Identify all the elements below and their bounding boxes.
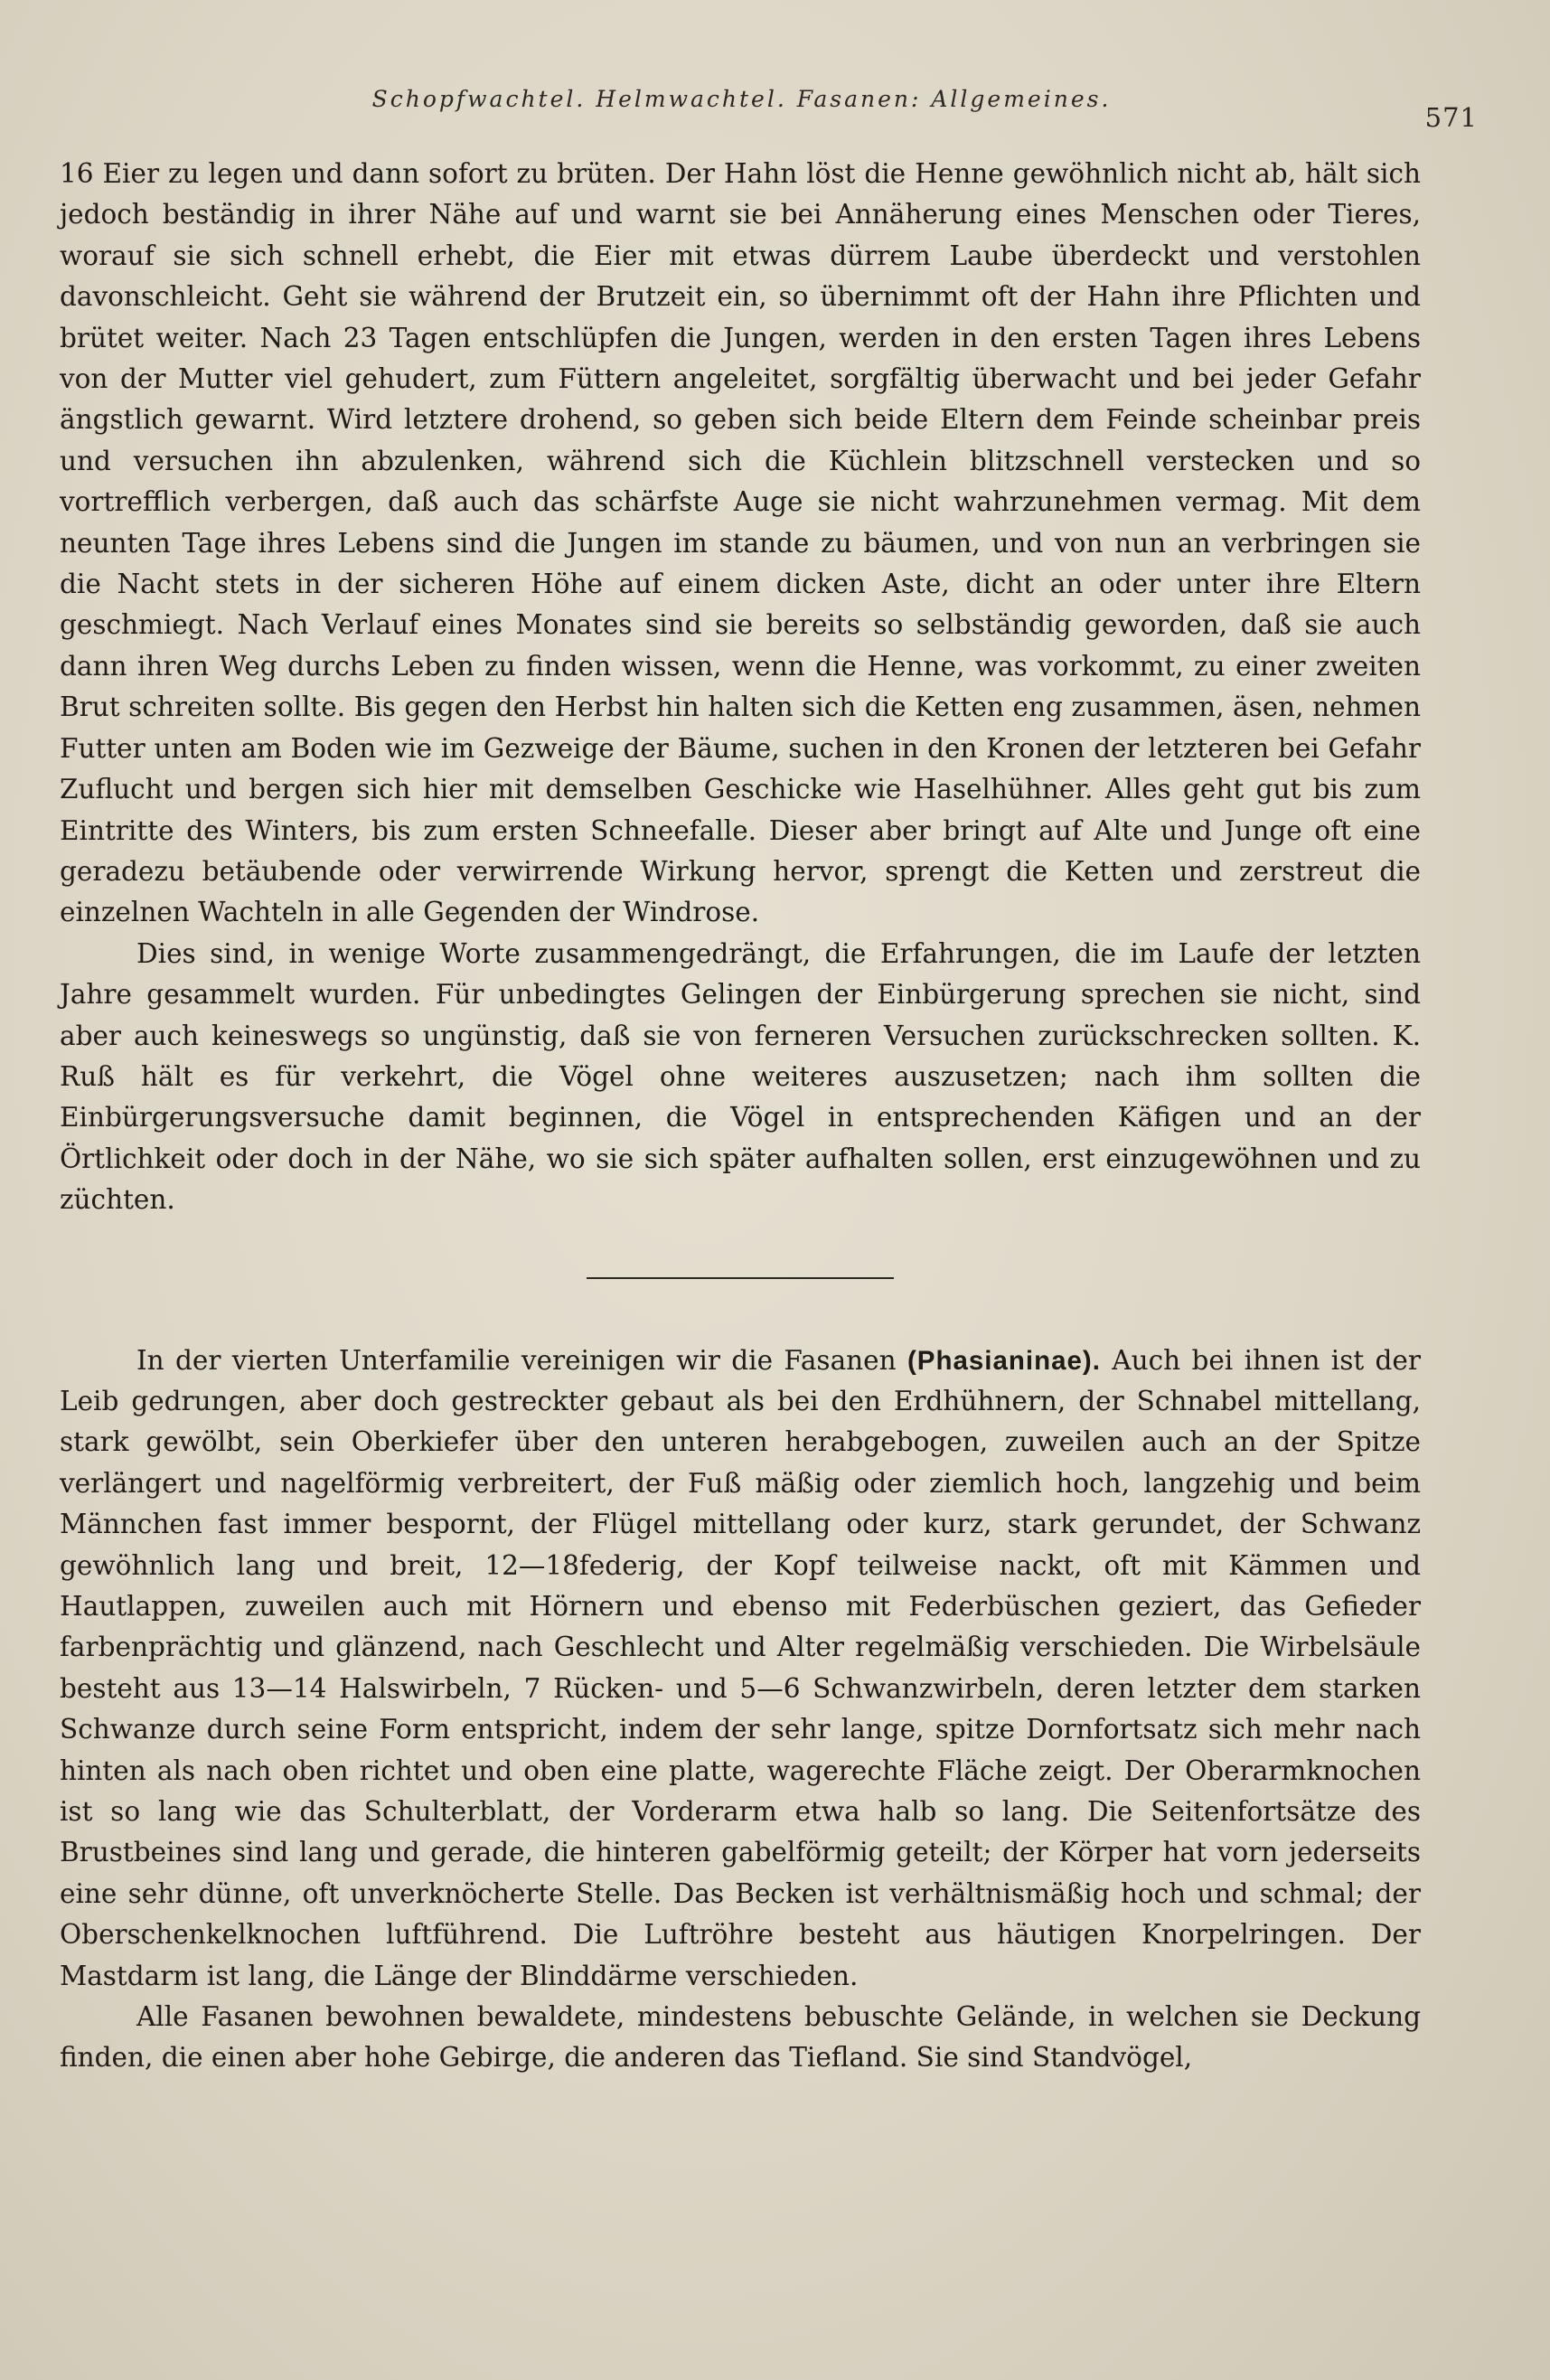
fasanen-intro-text: In der vierten Unterfamilie vereinigen wir die Fasanen [136,1344,907,1376]
section-divider [587,1277,894,1279]
paragraph-fasanen-habitat: Alle Fasanen bewohnen bewaldete, mindestens bebuschte Gelände, in welchen sie Deckung finden, die einen aber hohe Gebirge, die anderen das Tiefland. Sie sind Standvögel, [60,2001,1421,2074]
page-header [60,86,1478,133]
paragraph-einbuergerung: Dies sind, in wenige Worte zusammengedrängt, die Erfahrungen, die im Laufe der letzten Jahre gesammelt wurden. Für unbedingtes Gelingen der Einbürgerung sprechen sie nicht, sind aber auch keineswegs so ungünstig, daß sie von ferneren Versuchen zurückschrecken sollten. K. Ruß hält es für verkehrt, die Vögel ohne weiteres auszusetzen; nach ihm sollten die Einbürgerungsversuche damit beginnen, die Vögel in entsprechenden Käfigen und an der Örtlichkeit oder doch in der Nähe, wo sie sich später aufhalten sollen, erst einzugewöhnen und zu züchten. [60,937,1421,1216]
running-head: Schopfwachtel. Helmwachtel. Fasanen: Allgemeines. [371,86,1112,112]
page-number: 571 [1424,102,1478,133]
body-text [60,154,1421,2079]
latin-name-phasianinae: (Phasianinae). [907,1345,1101,1376]
paragraph-continuation: 16 Eier zu legen und dann sofort zu brüten. Der Hahn löst die Henne gewöhnlich nicht ab, hält sich jedoch beständig in ihrer Nähe auf und warnt sie bei Annäherung eines Menschen oder Tieres, worauf sie sich schnell erhebt, die Eier mit etwas dürrem Laube überdeckt und verstohlen davonschleicht. Geht sie während der Brutzeit ein, so übernimmt oft der Hahn ihre Pflichten und brütet weiter. Nach 23 Tagen entschlüpfen die Jungen, werden in den ersten Tagen ihres Lebens von der Mutter viel gehudert, zum Füttern angeleitet, sorgfältig überwacht und bei jeder Gefahr ängstlich gewarnt. Wird letztere drohend, so geben sich beide Eltern dem Feinde scheinbar preis und versuchen ihn abzulenken, während sich die Küchlein blitzschnell verstecken und so vortrefflich verbergen, daß auch das schärfste Auge sie nicht wahrzunehmen vermag. Mit dem neunten Tage ihres Lebens sind die Jungen im stande zu bäumen, und von nun an verbringen sie die Nacht stets in der sicheren Höhe auf einem dicken Aste, dicht an oder unter ihre Eltern geschmiegt. Nach Verlauf eines Monates sind sie bereits so selbständig geworden, daß sie auch dann ihren Weg durchs Leben zu finden wissen, wenn die Henne, was vorkommt, zu einer zweiten Brut schreiten sollte. Bis gegen den Herbst hin halten sich die Ketten eng zusammen, äsen, nehmen Futter unten am Boden wie im Gezweige der Bäume, suchen in den Kronen der letzteren bei Gefahr Zuflucht und bergen sich hier mit demselben Geschicke wie Haselhühner. Alles geht gut bis zum Eintritte des Winters, bis zum ersten Schneefalle. Dieser aber bringt auf Alte und Junge oft eine geradezu betäubende oder verwirrende Wirkung hervor, sprengt die Ketten und zerstreut die einzelnen Wachteln in alle Gegenden der Windrose. [60,158,1421,928]
fasanen-description-text: Auch bei ihnen ist der Leib gedrungen, aber doch gestreckter gebaut als bei den Erdhühnern, der Schnabel mittellang, stark gewölbt, sein Oberkiefer über den unteren herabgebogen, zuweilen auch an der Spitze verlängert und nagelförmig verbreitert, der Fuß mäßig oder ziemlich hoch, langzehig und beim Männchen fast immer bespornt, der Flügel mittellang oder kurz, stark gerundet, der Schwanz gewöhnlich lang und breit, 12—18federig, der Kopf teilweise nackt, oft mit Kämmen und Hautlappen, zuweilen auch mit Hörnern und ebenso mit Federbüschen geziert, das Gefieder farbenprächtig und glänzend, nach Geschlecht und Alter regelmäßig verschieden. Die Wirbelsäule besteht aus 13—14 Halswirbeln, 7 Rücken- und 5—6 Schwanzwirbeln, deren letzter dem starken Schwanze durch seine Form entspricht, indem der sehr lange, spitze Dornfortsatz sich mehr nach hinten als nach oben richtet und oben eine platte, wagerechte Fläche zeigt. Der Oberarmknochen ist so lang wie das Schulterblatt, der Vorderarm etwa halb so lang. Die Seitenfortsätze des Brustbeines sind lang und gerade, die hinteren gabelförmig geteilt; der Körper hat vorn jederseits eine sehr dünne, oft unverknöcherte Stelle. Das Becken ist verhältnismäßig hoch und schmal; der Oberschenkelknochen luftführend. Die Luftröhre besteht aus häutigen Knorpelringen. Der Mastdarm ist lang, die Länge der Blinddärme verschieden. [60,1344,1421,1991]
paragraph-fasanen-intro [60,1341,1421,1998]
